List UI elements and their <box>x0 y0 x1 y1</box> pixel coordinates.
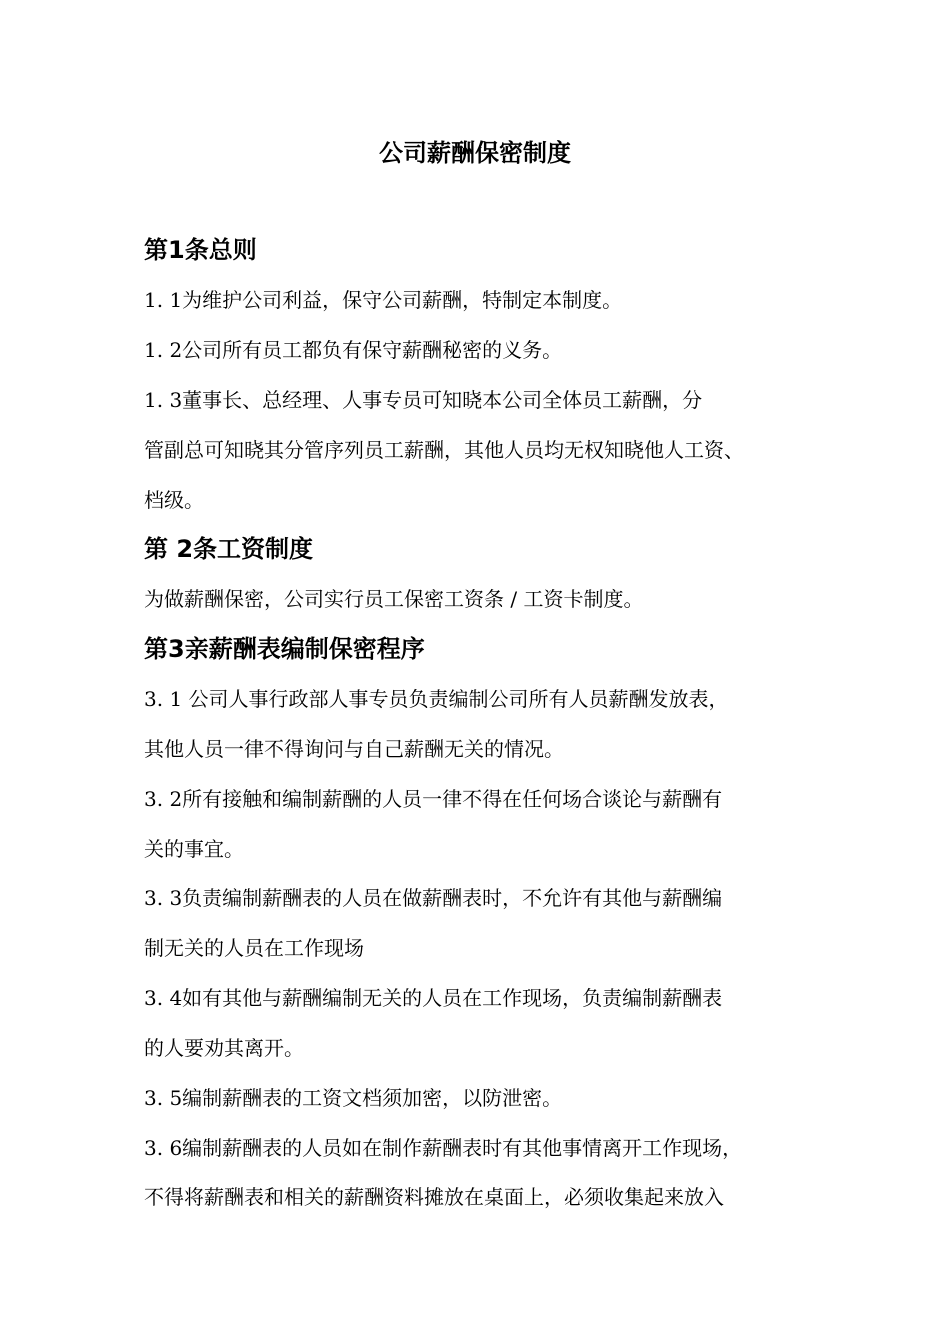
section-2-line-1: 为做薪酬保密，公司实行员工保密工资条 / 工资卡制度。 <box>144 587 644 611</box>
section-3-line-1: 3. 1 公司人事行政部人事专员负责编制公司所有人员薪酬发放表， <box>144 687 729 711</box>
section-3-line-3: 3. 2所有接触和编制薪酬的人员一律不得在任何场合谈论与薪酬有 <box>144 787 723 811</box>
section-1-heading: 第1条总则 <box>144 236 257 264</box>
section-1-line-1: 1. 1为维护公司利益，保守公司薪酬，特制定本制度。 <box>144 288 623 312</box>
section-1-line-5: 档级。 <box>144 488 204 512</box>
section-3-line-10: 3. 6编制薪酬表的人员如在制作薪酬表时有其他事情离开工作现场， <box>144 1136 743 1160</box>
section-3-line-4: 关的事宜。 <box>144 837 244 861</box>
section-1-line-4: 管副总可知晓其分管序列员工薪酬，其他人员均无权知晓他人工资、 <box>144 438 744 462</box>
section-3-line-7: 3. 4如有其他与薪酬编制无关的人员在工作现场，负责编制薪酬表 <box>144 986 723 1010</box>
section-1-line-3: 1. 3董事长、总经理、人事专员可知晓本公司全体员工薪酬，分 <box>144 388 703 412</box>
section-3-heading: 第3亲薪酬表编制保密程序 <box>144 635 425 663</box>
section-3-line-8: 的人要劝其离开。 <box>144 1036 304 1060</box>
document-title: 公司薪酬保密制度 <box>379 139 571 167</box>
section-1-line-2: 1. 2公司所有员工都负有保守薪酬秘密的义务。 <box>144 338 563 362</box>
section-2-heading: 第 2条工资制度 <box>144 535 314 563</box>
section-3-line-2: 其他人员一律不得询问与自己薪酬无关的情况。 <box>144 737 564 761</box>
section-3-line-11: 不得将薪酬表和相关的薪酬资料摊放在桌面上，必须收集起来放入 <box>144 1185 724 1209</box>
section-3-line-9: 3. 5编制薪酬表的工资文档须加密，以防泄密。 <box>144 1086 563 1110</box>
section-3-line-6: 制无关的人员在工作现场 <box>144 936 364 960</box>
section-3-line-5: 3. 3负责编制薪酬表的人员在做薪酬表时，不允许有其他与薪酬编 <box>144 886 723 910</box>
